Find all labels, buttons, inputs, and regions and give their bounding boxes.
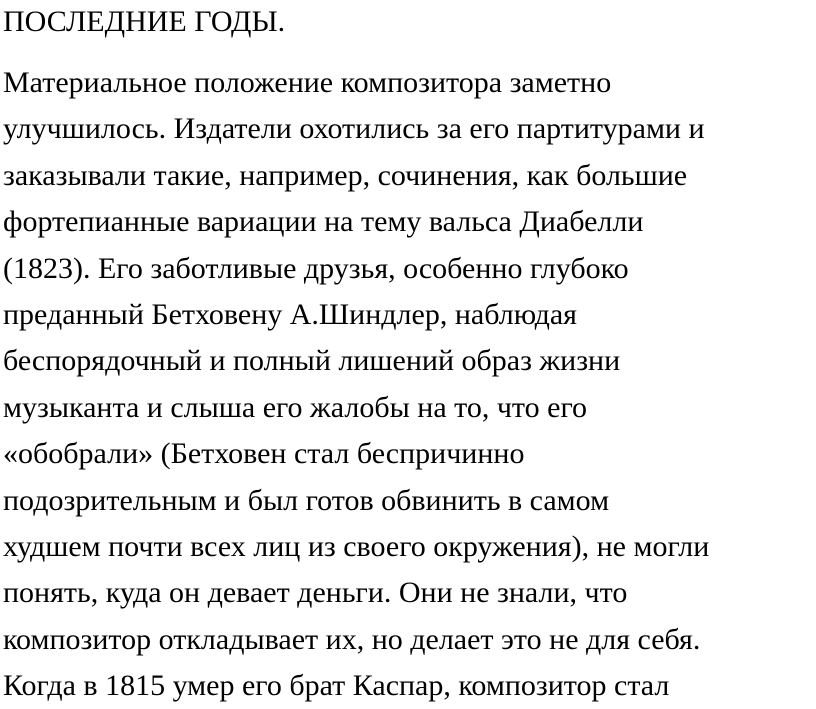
text-line: улучшилось. Издатели охотились за его партитурами и — [3, 112, 705, 146]
text-line: худшем почти всех лиц из своего окружения), не могли — [3, 529, 710, 563]
text-line: композитор откладывает их, но делает это не для себя. — [3, 622, 701, 656]
text-line: преданный Бетховену А.Шиндлер, наблюдая — [3, 297, 577, 331]
text-line: беспорядочный и полный лишений образ жизни — [3, 344, 621, 378]
text-line: музыканта и слыша его жалобы на то, что его — [3, 390, 588, 424]
document-title: ПОСЛЕДНИЕ ГОДЫ. — [3, 5, 286, 38]
text-line: (1823). Его заботливые друзья, особенно глубоко — [3, 251, 629, 285]
text-line: Материальное положение композитора заметно — [3, 66, 612, 99]
text-line: фортепианные вариации на тему вальса Диабелли — [3, 205, 644, 239]
text-line: «обобрали» (Бетховен стал беспричинно — [3, 437, 525, 471]
text-line: подозрительным и был готов обвинить в самом — [3, 483, 610, 517]
document-body — [3, 60, 816, 709]
text-line: заказывали такие, например, сочинения, как большие — [3, 158, 688, 192]
text-line: понять, куда он девает деньги. Они не знали, что — [3, 576, 628, 610]
text-line: Когда в 1815 умер его брат Каспар, композитор стал — [3, 669, 670, 703]
